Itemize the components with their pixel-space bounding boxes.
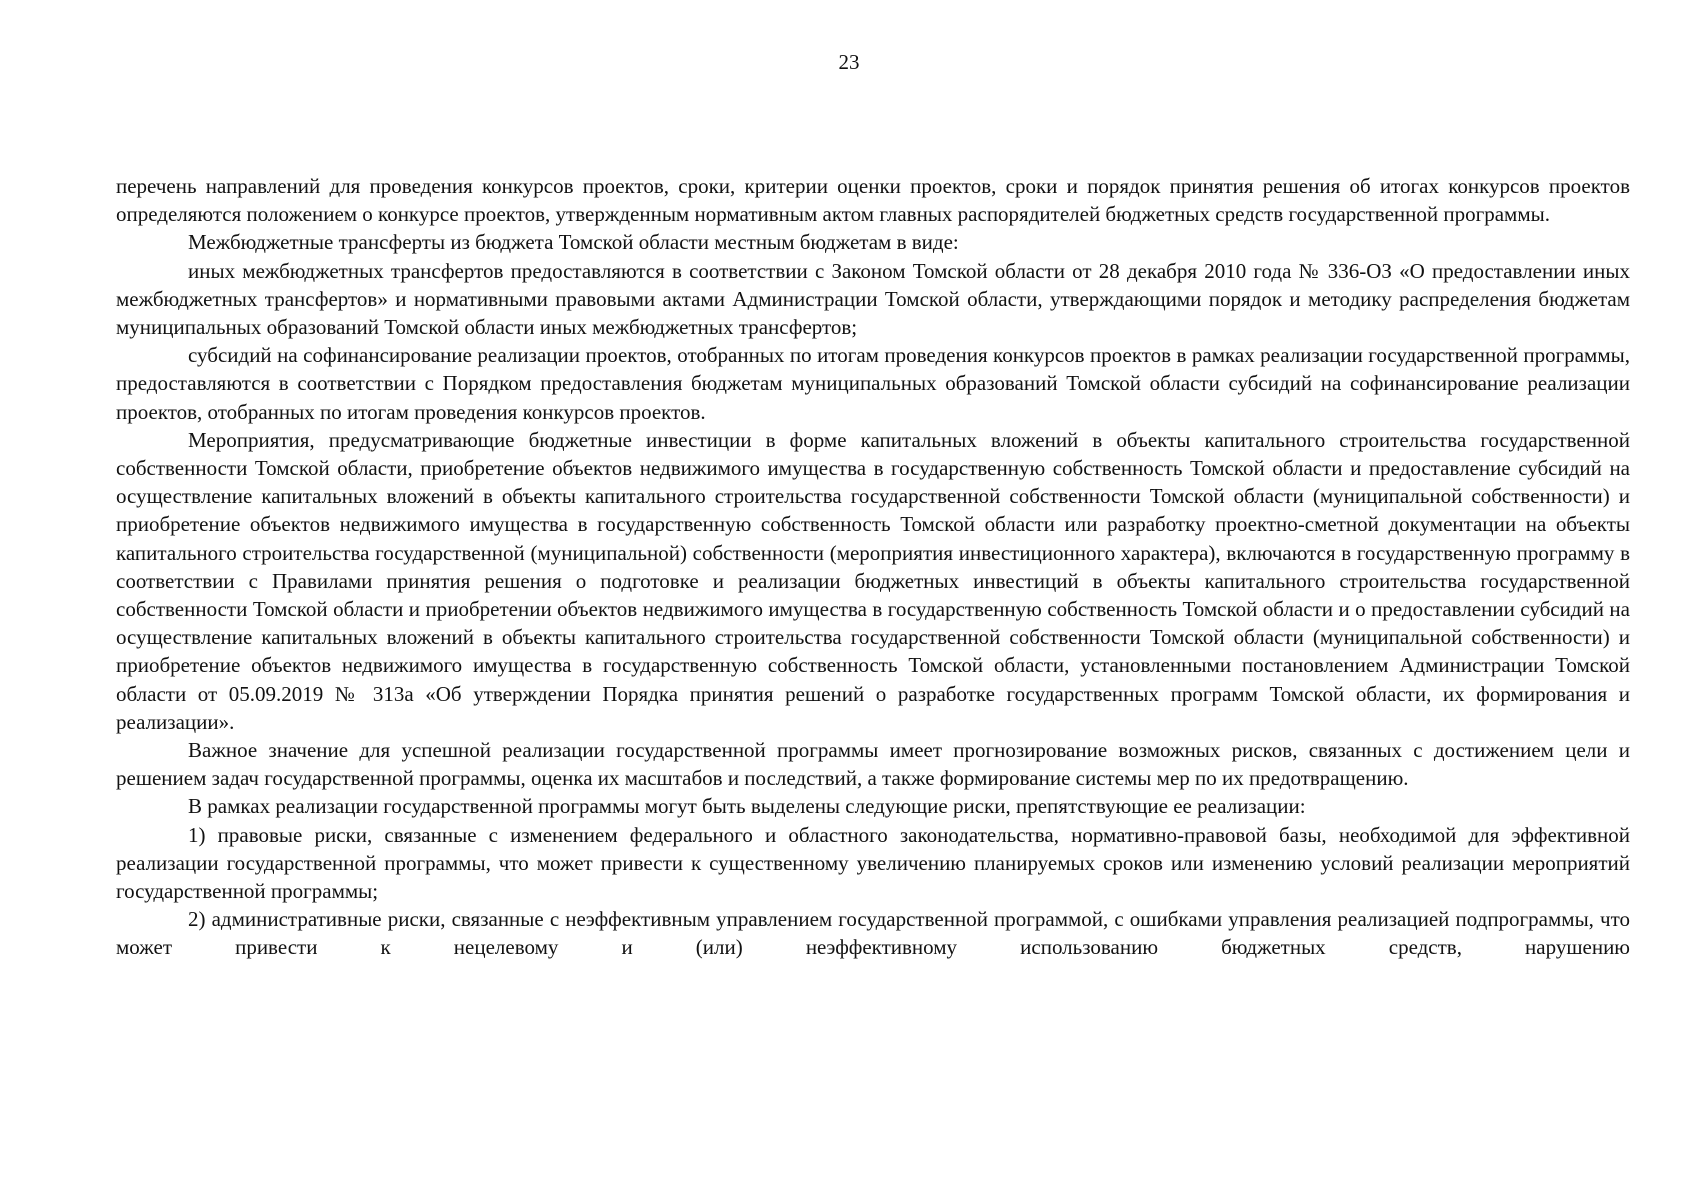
paragraph-2: Межбюджетные трансферты из бюджета Томской области местным бюджетам в виде: (188, 230, 959, 255)
document-body (116, 172, 1630, 962)
paragraph-5: Мероприятия, предусматривающие бюджетные инвестиции в форме капитальных вложений в объекты капитального строительства государственной собственности Томской области, приобретение объектов недвижимого имущества в государственную собственность Томской области и предоставление субсидий на осуществление капитальных вложений в объекты капитального строительства государственной собственности Томской области (муниципальной собственности) и приобретение объектов недвижимого имущества в государственную собственность Томской области или разработку проектно-сметной документации на объекты капитального строительства государственной (муниципальной) собственности (мероприятия инвестиционного характера), включаются в государственную программу в соответствии с Правилами принятия решения о подготовке и реализации бюджетных инвестиций в объекты капитального строительства государственной собственности Томской области и приобретении объектов недвижимого имущества в государственную собственность Томской области и о предоставлении субсидий на осуществление капитальных вложений в объекты капитального строительства государственной собственности Томской области (муниципальной собственности) и приобретение объектов недвижимого имущества в государственную собственность Томской области, установленными постановлением Администрации Томской области от 05.09.2019 № 313а «Об утверждении Порядка принятия решений о разработке государственных программ Томской области, их формирования и реализации». (116, 427, 1630, 734)
paragraph-9: 2) административные риски, связанные с неэффективным управлением государственной программой, с ошибками управления реализацией подпрограммы, что может привести к нецелевому и (или) неэффективному использованию бюджетных средств, нарушению (116, 907, 1630, 960)
paragraph-4: субсидий на софинансирование реализации проектов, отобранных по итогам проведения конкурсов проектов в рамках реализации государственной программы, предоставляются в соответствии с Порядком предоставления бюджетам муниципальных образований Томской области субсидий на софинансирование реализации проектов, отобранных по итогам проведения конкурсов проектов. (116, 343, 1630, 424)
paragraph-6: Важное значение для успешной реализации государственной программы имеет прогнозирование возможных рисков, связанных с достижением цели и решением задач государственной программы, оценка их масштабов и последствий, а также формирование системы мер по их предотвращению. (116, 738, 1630, 791)
page-number: 23 (838, 50, 860, 74)
paragraph-7: В рамках реализации государственной программы могут быть выделены следующие риски, препятствующие ее реализации: (188, 794, 1306, 819)
paragraph-1: перечень направлений для проведения конкурсов проектов, сроки, критерии оценки проектов, сроки и порядок принятия решения об итогах конкурсов проектов определяются положением о конкурсе проектов, утвержденным нормативным актом главных распорядителей бюджетных средств государственной программы. (116, 174, 1630, 227)
paragraph-8: 1) правовые риски, связанные с изменением федерального и областного законодательства, нормативно-правовой базы, необходимой для эффективной реализации государственной программы, что может привести к существенному увеличению планируемых сроков или изменению условий реализации мероприятий государственной программы; (116, 822, 1630, 904)
paragraph-3: иных межбюджетных трансфертов предоставляются в соответствии с Законом Томской области от 28 декабря 2010 года № 336-ОЗ «О предоставлении иных межбюджетных трансфертов» и нормативными правовыми актами Администрации Томской области, утверждающими порядок и методику распределения бюджетам муниципальных образований Томской области иных межбюджетных трансфертов; (116, 258, 1630, 340)
